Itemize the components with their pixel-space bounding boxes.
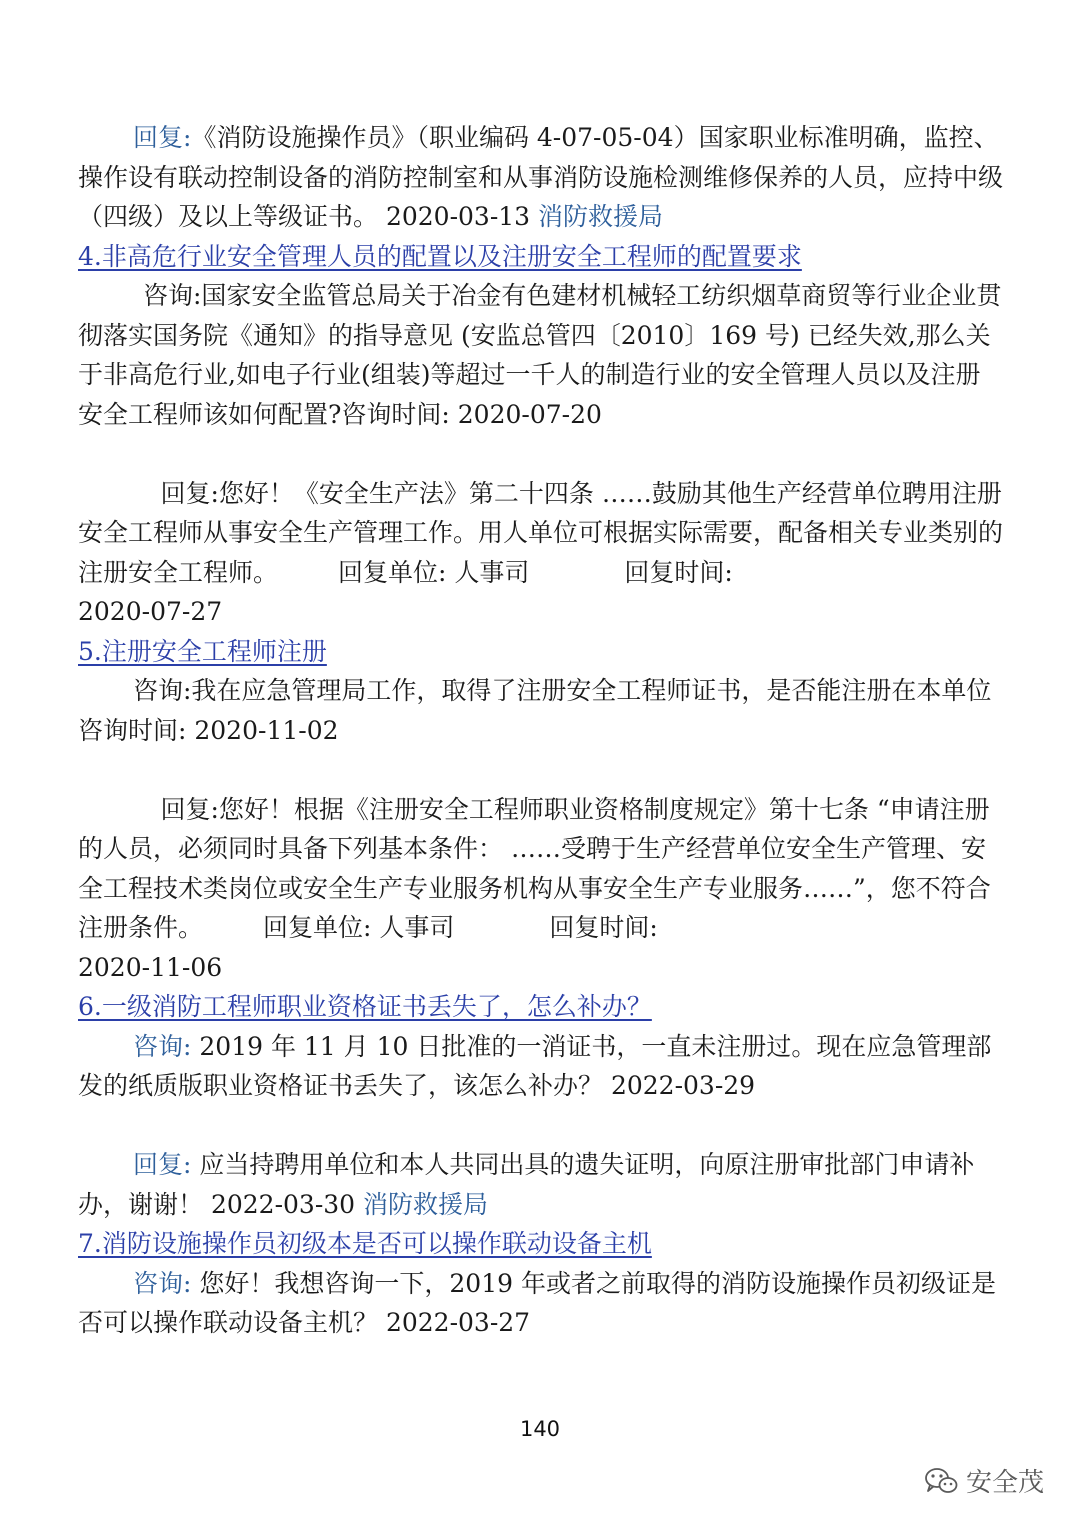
reply-date-4: 2020-07-27 (78, 597, 223, 626)
page-number: 140 (519, 1417, 561, 1441)
reply-paragraph-6 (78, 1145, 1003, 1224)
reply-paragraph (78, 118, 1003, 237)
question-text: 2019 年 11 月 10 日批准的一消证书，一直未注册过。现在应急管理部发的纸质版职业资格证书丢失了，该怎么补办？ 2022-03-29 (78, 1031, 992, 1100)
question-heading-7[interactable]: 7.消防设施操作员初级本是否可以操作联动设备主机 (78, 1229, 652, 1258)
question-paragraph-7 (78, 1264, 1003, 1343)
reply-text: 《消防设施操作员》（职业编码 4-07-05-04）国家职业标准明确，监控、操作设有联动控制设备的消防控制室和从事消防设施检测维修保养的人员，应持中级（四级）及以上等级证书。 2020-03-13 (78, 123, 1004, 231)
reply-text: 回复:您好！《安全生产法》第二十四条 ……鼓励其他生产经营单位聘用注册安全工程师从事安全生产管理工作。用人单位可根据实际需要，配备相关专业类别的注册安全工程师。 (78, 478, 1004, 587)
question-paragraph-5: 咨询:我在应急管理局工作，取得了注册安全工程师证书，是否能注册在本单位咨询时间: 2020-11-02 (78, 676, 992, 745)
question-paragraph-6 (78, 1027, 1003, 1106)
reply-label: 回复: (133, 1150, 192, 1179)
spacer (78, 434, 1003, 474)
spacer (78, 1106, 1003, 1146)
question-label: 咨询: (133, 1031, 192, 1061)
reply-unit: 回复单位: 人事司 (338, 557, 530, 587)
reply-department: 消防救援局 (538, 202, 664, 231)
question-heading-4[interactable]: 4.非高危行业安全管理人员的配置以及注册安全工程师的配置要求 (78, 241, 802, 271)
reply-paragraph-5 (78, 790, 1003, 948)
reply-paragraph-4 (78, 474, 1003, 593)
reply-date-5: 2020-11-06 (78, 952, 223, 982)
reply-label: 回复: (133, 123, 192, 152)
reply-time-label: 回复时间: (624, 557, 733, 587)
reply-text: 回复:您好！根据《注册安全工程师职业资格制度规定》第十七条 “申请注册的人员，必须同时具备下列基本条件： ……受聘于生产经营单位安全生产管理、安全工程技术类岗位或安全生产专业服务机构从事安全生产专业服务……”，您不符合注册条件。 (78, 794, 991, 942)
question-text: 您好！我想咨询一下，2019 年或者之前取得的消防设施操作员初级证是否可以操作联动设备主机？ 2022-03-27 (78, 1268, 996, 1337)
watermark-text: 安全茂 (965, 1468, 1044, 1498)
reply-time-label: 回复时间: (549, 913, 658, 942)
wechat-icon (924, 1466, 958, 1496)
question-heading-5[interactable]: 5.注册安全工程师注册 (78, 636, 327, 666)
reply-text: 应当持聘用单位和本人共同出具的遗失证明，向原注册审批部门申请补办，谢谢！ 2022-03-30 (78, 1150, 975, 1219)
reply-department: 消防救援局 (363, 1189, 489, 1219)
question-heading-6[interactable]: 6.一级消防工程师职业资格证书丢失了，怎么补办？ (78, 992, 652, 1021)
question-paragraph-4: 咨询:国家安全监管总局关于冶金有色建材机械轻工纺织烟草商贸等行业企业贯彻落实国务院《通知》的指导意见 (安监总管四〔2010〕169 号) 已经失效,那么关于非高危行业,如电子行业(组装)等超过一千人的制造行业的安全管理人员以及注册安全工程师该如何配置?咨询时间: 2020-07-20 (78, 281, 1002, 429)
watermark (924, 1462, 1044, 1499)
document-body (78, 118, 1003, 1343)
spacer (78, 750, 1003, 790)
reply-unit: 回复单位: 人事司 (263, 913, 455, 942)
question-label: 咨询: (133, 1268, 192, 1298)
